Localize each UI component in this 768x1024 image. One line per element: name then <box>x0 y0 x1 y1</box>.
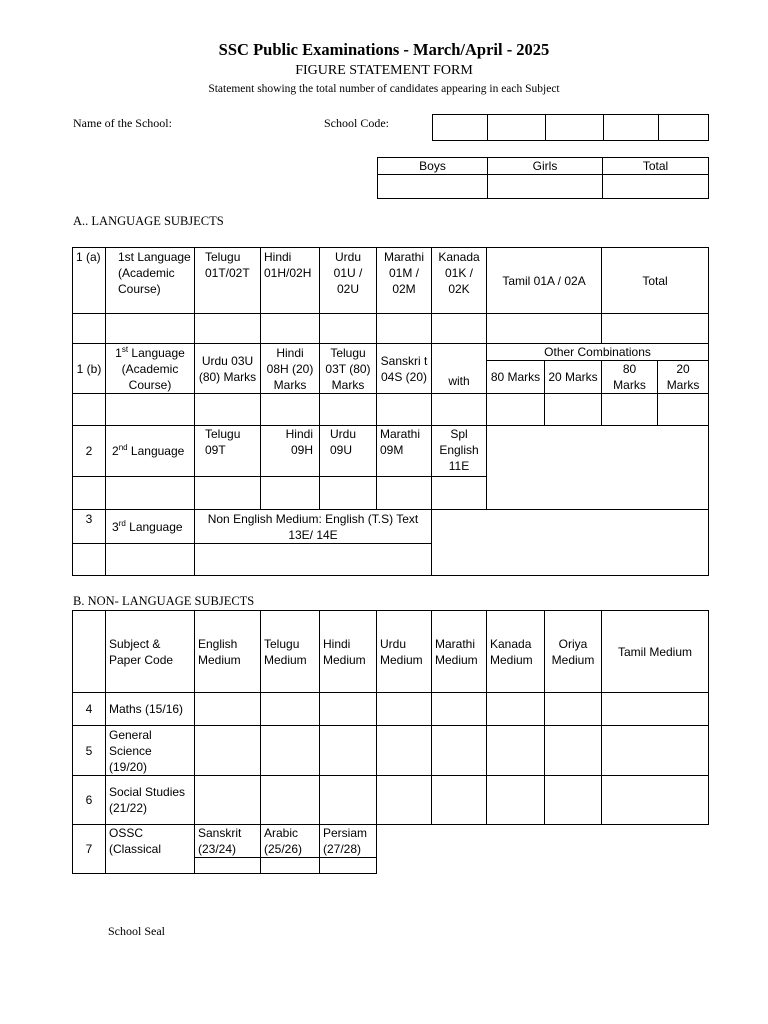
row-num: 2 <box>73 426 106 477</box>
sanskrit-col: Sanskri t 04S (20) <box>377 344 432 394</box>
tamil-col: Tamil 01A / 02A <box>487 248 602 314</box>
blank-area <box>487 477 709 510</box>
entry-cell[interactable] <box>602 314 709 344</box>
row-num: 5 <box>73 726 106 776</box>
totals-table <box>377 157 709 199</box>
entry-cell[interactable] <box>73 394 106 426</box>
row-num: 1 (a) <box>73 248 106 314</box>
entry-cell[interactable] <box>195 858 261 874</box>
entry-cell[interactable] <box>73 477 106 510</box>
entry-cell[interactable] <box>261 858 320 874</box>
row-num: 6 <box>73 776 106 825</box>
entry-cell[interactable] <box>195 544 432 576</box>
subject-label: 1st Language (Academic Course) <box>106 248 195 314</box>
entry-cell[interactable] <box>377 726 432 776</box>
col-header: Hindi Medium <box>320 611 377 693</box>
blank-area <box>377 858 709 874</box>
entry-cell[interactable] <box>377 314 432 344</box>
other-combo-col: 20 Marks <box>658 361 709 394</box>
entry-cell[interactable] <box>106 314 195 344</box>
blank-header <box>73 611 106 693</box>
exam-title: SSC Public Examinations - March/April - 2025 <box>218 40 550 59</box>
classical-col: Arabic (25/26) <box>261 825 320 858</box>
telugu-col: Telugu 09T <box>195 426 261 477</box>
girls-cell[interactable] <box>488 175 603 199</box>
school-code-box[interactable] <box>546 115 604 141</box>
form-name: FIGURE STATEMENT FORM <box>295 63 473 78</box>
language-subjects-table <box>72 247 709 576</box>
entry-cell[interactable] <box>320 858 377 874</box>
entry-cell[interactable] <box>261 693 320 726</box>
hindi-col: Hindi 09H <box>261 426 320 477</box>
subject-label: General Science (19/20) <box>106 726 195 776</box>
entry-cell[interactable] <box>73 544 106 576</box>
entry-cell[interactable] <box>432 544 709 576</box>
subject-label: Maths (15/16) <box>106 693 195 726</box>
entry-cell[interactable] <box>545 776 602 825</box>
subject-label: OSSC (Classical <box>106 825 195 874</box>
hindi-col: Hindi 08H (20) Marks <box>261 344 320 394</box>
entry-cell[interactable] <box>320 693 377 726</box>
entry-cell[interactable] <box>432 693 487 726</box>
entry-cell[interactable] <box>602 693 709 726</box>
school-name-label: Name of the School: <box>73 116 172 130</box>
urdu-col: Urdu 09U <box>320 426 377 477</box>
entry-cell[interactable] <box>195 693 261 726</box>
entry-cell[interactable] <box>432 477 487 510</box>
entry-cell[interactable] <box>261 726 320 776</box>
statement-text: Statement showing the total number of candidates appearing in each Subject <box>208 83 560 95</box>
other-combo-col: 80 Marks <box>487 361 545 394</box>
entry-cell[interactable] <box>487 776 545 825</box>
col-header: Telugu Medium <box>261 611 320 693</box>
col-header: Tamil Medium <box>602 611 709 693</box>
entry-cell[interactable] <box>195 477 261 510</box>
blank-area <box>377 825 709 858</box>
entry-cell[interactable] <box>432 394 487 426</box>
marathi-col: Marathi 01M / 02M <box>377 248 432 314</box>
school-code-box[interactable] <box>433 115 488 141</box>
entry-cell[interactable] <box>320 314 377 344</box>
entry-cell[interactable] <box>602 394 658 426</box>
col-header: Urdu Medium <box>377 611 432 693</box>
entry-cell[interactable] <box>487 314 602 344</box>
classical-col: Persiam (27/28) <box>320 825 377 858</box>
entry-cell[interactable] <box>320 477 377 510</box>
entry-cell[interactable] <box>602 776 709 825</box>
entry-cell[interactable] <box>432 314 487 344</box>
school-code-box[interactable] <box>659 115 709 141</box>
blank-area <box>432 510 709 544</box>
entry-cell[interactable] <box>487 693 545 726</box>
entry-cell[interactable] <box>545 394 602 426</box>
entry-cell[interactable] <box>320 726 377 776</box>
other-combo-col: 80 Marks <box>602 361 658 394</box>
section-a-heading: A.. LANGUAGE SUBJECTS <box>73 214 224 228</box>
section-b-heading: B. NON- LANGUAGE SUBJECTS <box>73 594 255 608</box>
marathi-col: Marathi 09M <box>377 426 432 477</box>
entry-cell[interactable] <box>195 776 261 825</box>
entry-cell[interactable] <box>106 477 195 510</box>
subject-label: 1st Language (Academic Course) <box>106 344 195 394</box>
boys-header: Boys <box>378 158 488 175</box>
entry-cell[interactable] <box>320 776 377 825</box>
blank-area <box>487 426 709 477</box>
entry-cell[interactable] <box>195 726 261 776</box>
kanada-col: Kanada 01K / 02K <box>432 248 487 314</box>
entry-cell[interactable] <box>377 394 432 426</box>
hindi-col: Hindi 01H/02H <box>261 248 320 314</box>
entry-cell[interactable] <box>261 394 320 426</box>
total-col: Total <box>602 248 709 314</box>
school-code-box[interactable] <box>604 115 659 141</box>
total-header: Total <box>603 158 709 175</box>
non-english-medium-label: Non English Medium: English (T.S) Text 13E/ 14E <box>195 510 432 544</box>
entry-cell[interactable] <box>377 477 432 510</box>
row-num: 7 <box>73 825 106 874</box>
school-seal-label: School Seal <box>108 924 165 938</box>
entry-cell[interactable] <box>106 544 195 576</box>
telugu-col: Telugu 01T/02T <box>195 248 261 314</box>
school-code-box[interactable] <box>488 115 546 141</box>
row-num: 4 <box>73 693 106 726</box>
row-num: 3 <box>73 510 106 544</box>
entry-cell[interactable] <box>320 394 377 426</box>
with-col: with <box>432 344 487 394</box>
urdu-col: Urdu 03U (80) Marks <box>195 344 261 394</box>
urdu-col: Urdu 01U / 02U <box>320 248 377 314</box>
row-num: 1 (b) <box>73 344 106 394</box>
entry-cell[interactable] <box>487 394 545 426</box>
boys-cell[interactable] <box>378 175 488 199</box>
telugu-col: Telugu 03T (80) Marks <box>320 344 377 394</box>
girls-header: Girls <box>488 158 603 175</box>
entry-cell[interactable] <box>106 394 195 426</box>
entry-cell[interactable] <box>602 726 709 776</box>
entry-cell[interactable] <box>377 693 432 726</box>
other-combinations-header: Other Combinations <box>487 344 709 361</box>
entry-cell[interactable] <box>195 314 261 344</box>
entry-cell[interactable] <box>545 726 602 776</box>
entry-cell[interactable] <box>73 314 106 344</box>
subject-label: Social Studies (21/22) <box>106 776 195 825</box>
col-header: Oriya Medium <box>545 611 602 693</box>
subject-label: 3rd Language <box>106 510 195 544</box>
school-code-label: School Code: <box>324 116 389 130</box>
entry-cell[interactable] <box>487 726 545 776</box>
col-header: Marathi Medium <box>432 611 487 693</box>
entry-cell[interactable] <box>432 776 487 825</box>
school-code-boxes <box>432 114 709 141</box>
entry-cell[interactable] <box>658 394 709 426</box>
entry-cell[interactable] <box>195 394 261 426</box>
entry-cell[interactable] <box>261 314 320 344</box>
entry-cell[interactable] <box>432 726 487 776</box>
entry-cell[interactable] <box>261 776 320 825</box>
non-language-subjects-table <box>72 610 709 874</box>
spl-english-col: Spl English 11E <box>432 426 487 477</box>
col-header: Kanada Medium <box>487 611 545 693</box>
entry-cell[interactable] <box>377 776 432 825</box>
col-header: English Medium <box>195 611 261 693</box>
entry-cell[interactable] <box>545 693 602 726</box>
total-cell[interactable] <box>603 175 709 199</box>
entry-cell[interactable] <box>261 477 320 510</box>
classical-col: Sanskrit (23/24) <box>195 825 261 858</box>
col-header: Subject & Paper Code <box>106 611 195 693</box>
other-combo-col: 20 Marks <box>545 361 602 394</box>
subject-label: 2nd Language <box>106 426 195 477</box>
